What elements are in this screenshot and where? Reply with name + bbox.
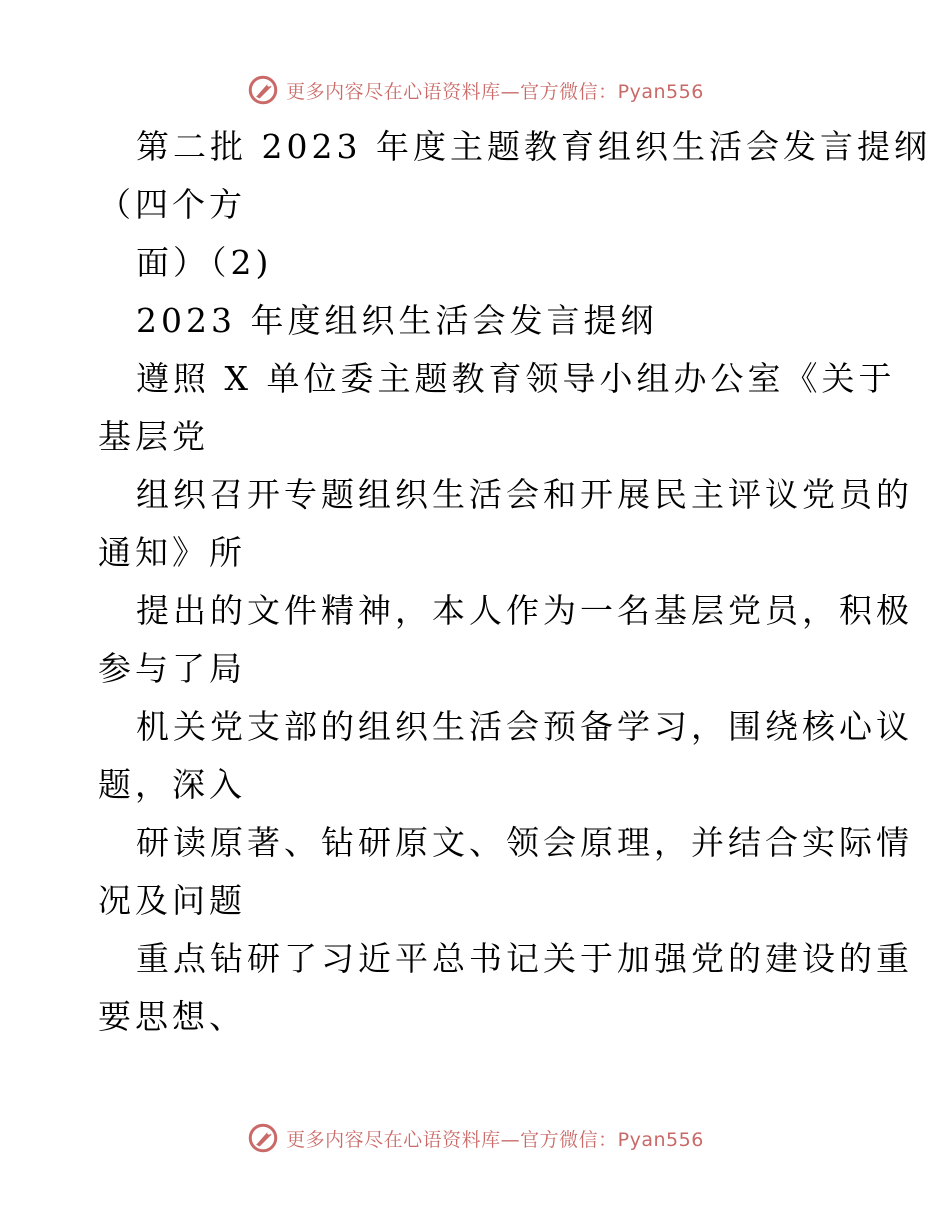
document-line: 况及问题 xyxy=(98,881,246,920)
document-line: 组织召开专题组织生活会和开展民主评议党员的 xyxy=(136,475,913,514)
document-body xyxy=(98,118,931,1046)
document-line: 机关党支部的组织生活会预备学习，围绕核心议 xyxy=(136,707,913,746)
document-line: 重点钻研了习近平总书记关于加强党的建设的重 xyxy=(136,939,913,978)
document-line: 要思想、 xyxy=(98,997,246,1036)
document-line: 提出的文件精神，本人作为一名基层党员，积极 xyxy=(136,591,913,630)
document-line: 第二批 2023 年度主题教育组织生活会发言提纲 xyxy=(136,127,931,166)
document-line: 研读原著、钻研原文、领会原理，并结合实际情 xyxy=(136,823,913,862)
document-line: 参与了局 xyxy=(98,649,246,688)
document-line: 面）（2) xyxy=(136,243,273,282)
document-line: 题，深入 xyxy=(98,765,246,804)
document-line: 遵照 X 单位委主题教育领导小组办公室《关于 xyxy=(136,359,896,398)
header-watermark xyxy=(0,70,950,110)
document-line: （四个方 xyxy=(98,185,246,224)
document-line: 基层党 xyxy=(98,417,209,456)
pen-nib-logo-icon xyxy=(246,1121,280,1155)
document-line: 2023 年度组织生活会发言提纲 xyxy=(136,301,658,340)
watermark-text: 更多内容尽在心语资料库—官方微信：Pyan556 xyxy=(286,1128,704,1151)
document-line: 通知》所 xyxy=(98,533,246,572)
pen-nib-logo-icon xyxy=(246,73,280,107)
footer-watermark xyxy=(0,1118,950,1158)
watermark-text: 更多内容尽在心语资料库—官方微信：Pyan556 xyxy=(286,80,704,103)
